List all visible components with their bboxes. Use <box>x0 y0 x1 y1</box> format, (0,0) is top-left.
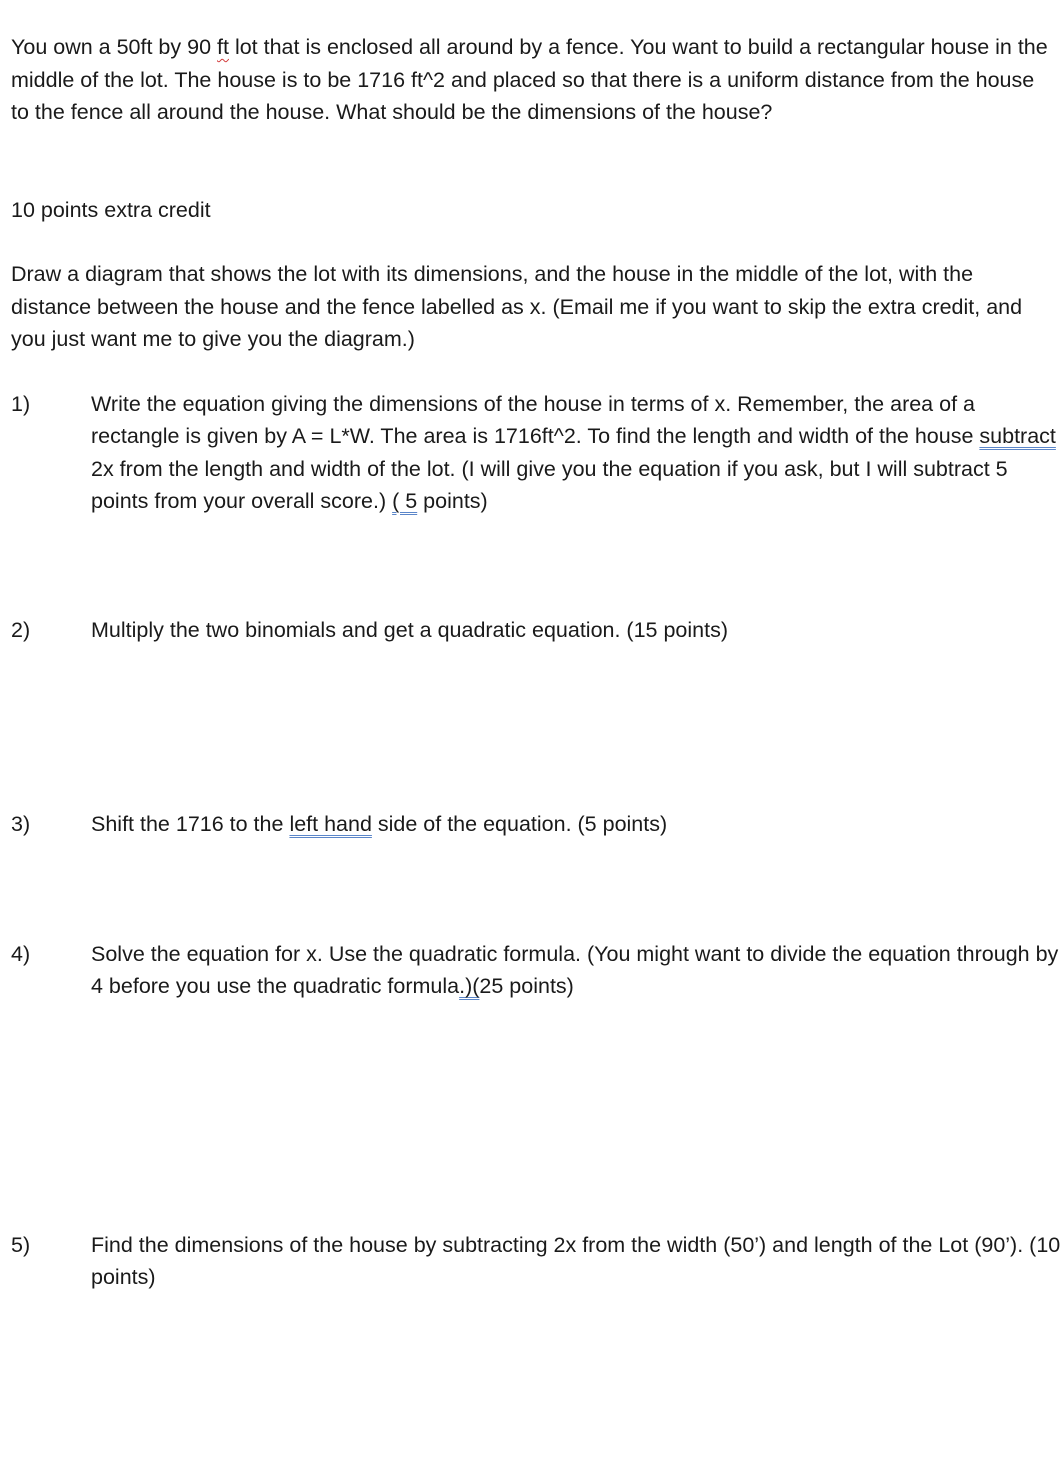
question-text-part: Shift the 1716 to the <box>91 812 290 836</box>
spellcheck-flag-ft: ft <box>217 35 229 59</box>
grammar-flag-punctuation: .)( <box>459 974 480 999</box>
question-text <box>91 388 1062 517</box>
problem-statement-part-2: lot that is enclosed all around by a fence. You want to build a rectangular house in the middle of the lot. The house is to be 1716 ft^2 and placed so that there is a uniform distance from the house to the fence all around the house. What should be the dimensions of the house? <box>11 35 1048 125</box>
question-text-part: 25 points) <box>479 974 574 999</box>
extra-credit-heading: 10 points extra credit <box>11 198 211 222</box>
question-text <box>91 808 1062 840</box>
question-number: 2) <box>11 618 31 642</box>
grammar-flag-subtract: subtract <box>979 424 1056 449</box>
question-number: 5) <box>11 1233 31 1257</box>
question-text-part: Write the equation giving the dimensions of the house in terms of x. Remember, the area of a rectangle is given by A = L*W. The area is 1716ft^2. To find the length and width of the house <box>91 392 980 449</box>
question-text <box>91 938 1062 1003</box>
diagram-instructions: Draw a diagram that shows the lot with its dimensions, and the house in the middle of the lot, with the distance between the house and the fence labelled as x. (Email me if you want to skip the extra credit, and you just want me to give you the diagram.) <box>11 262 1023 352</box>
question-number: 1) <box>11 392 31 416</box>
question-text-part: Solve the equation for x. Use the quadratic formula. (You might want to divide the equation through by 4 before you use the quadratic formula <box>91 942 1059 999</box>
question-text-part: 2x from the length and width of the lot. (I will give you the equation if you ask, but I will subtract 5 points from your overall score.) <box>91 456 1008 513</box>
problem-statement-part-1: You own a 50ft by 90 <box>11 35 218 59</box>
question-text: Find the dimensions of the house by subtracting 2x from the width (50’) and length of the Lot (90’). (10 points) <box>91 1233 1061 1290</box>
question-number: 4) <box>11 942 31 966</box>
grammar-flag-points: ( 5 <box>392 488 418 513</box>
question-number: 3) <box>11 812 31 836</box>
problem-statement <box>11 31 1056 129</box>
question-text-part: side of the equation. (5 points) <box>371 812 668 836</box>
question-text-part: points) <box>417 488 488 513</box>
grammar-flag-left-hand: left hand <box>289 812 372 836</box>
question-text: Multiply the two binomials and get a quadratic equation. (15 points) <box>91 618 729 642</box>
